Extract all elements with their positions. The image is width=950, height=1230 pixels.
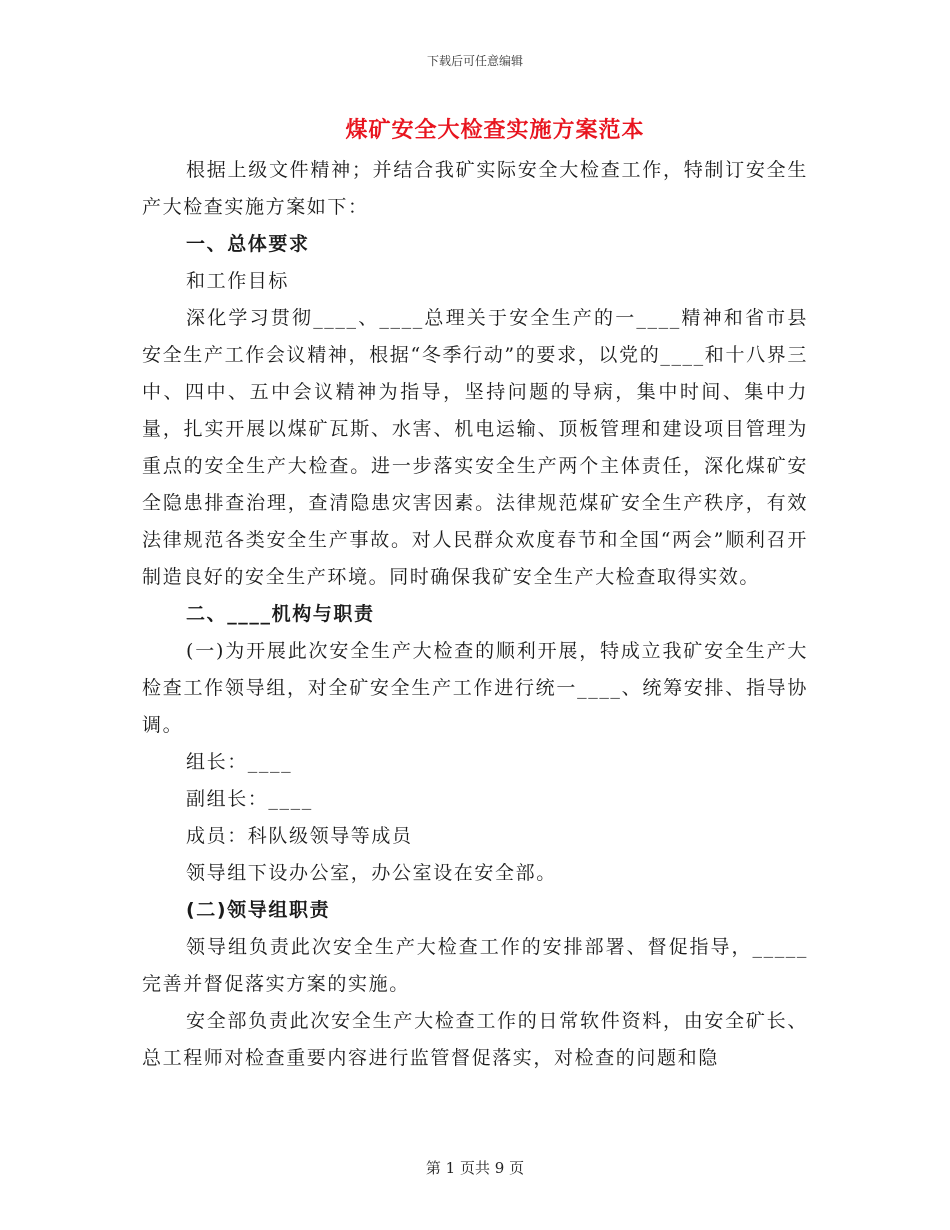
office-line: 领导组下设办公室，办公室设在安全部。 — [186, 862, 557, 884]
duty-paragraph-2: 安全部负责此次安全生产大检查工作的日常软件资料，由安全矿长、总工程师对检查重要内容进行监管督促落实，对检查的问题和隐 — [142, 1010, 808, 1069]
section-heading-3: (二)领导组职责 — [186, 899, 331, 921]
intro-paragraph: 根据上级文件精神；并结合我矿实际安全大检查工作，特制订安全生产大检查实施方案如下： — [142, 159, 808, 218]
section-heading-2: 二、____机构与职责 — [186, 603, 375, 625]
deputy-leader-line: 副组长：____ — [186, 788, 313, 810]
document-body — [142, 152, 808, 1077]
org-paragraph: (一)为开展此次安全生产大检查的顺利开展，特成立我矿安全生产大检查工作领导组，对全矿安全生产工作进行统一____、统筹安排、指导协调。 — [142, 640, 808, 736]
leader-line: 组长：____ — [186, 751, 293, 773]
page-number: 第 1 页共 9 页 — [425, 1159, 525, 1177]
section-subheading-1: 和工作目标 — [186, 270, 290, 292]
header-note: 下载后可任意编辑 — [426, 54, 523, 68]
members-line: 成员：科队级领导等成员 — [186, 825, 413, 847]
section-heading-1: 一、总体要求 — [186, 233, 310, 255]
duty-paragraph-1: 领导组负责此次安全生产大检查工作的安排部署、督促指导，_____完善并督促落实方案的实施。 — [142, 936, 808, 995]
goal-paragraph: 深化学习贯彻____、____总理关于安全生产的一____精神和省市县安全生产工作会议精神，根据“冬季行动”的要求，以党的____和十八界三中、四中、五中会议精神为指导，坚持问题的导病，集中时间、集中力量，扎实开展以煤矿瓦斯、水害、机电运输、顶板管理和建设项目管理为重点的安全生产大检查。进一步落实安全生产两个主体责任，深化煤矿安全隐患排查治理，查清隐患灾害因素。法律规范煤矿安全生产秩序，有效法律规范各类安全生产事故。对人民群众欢度春节和全国“两会”顺利召开制造良好的安全生产环境。同时确保我矿安全生产大检查取得实效。 — [142, 307, 808, 588]
document-title: 煤矿安全大检查实施方案范本 — [345, 117, 645, 143]
